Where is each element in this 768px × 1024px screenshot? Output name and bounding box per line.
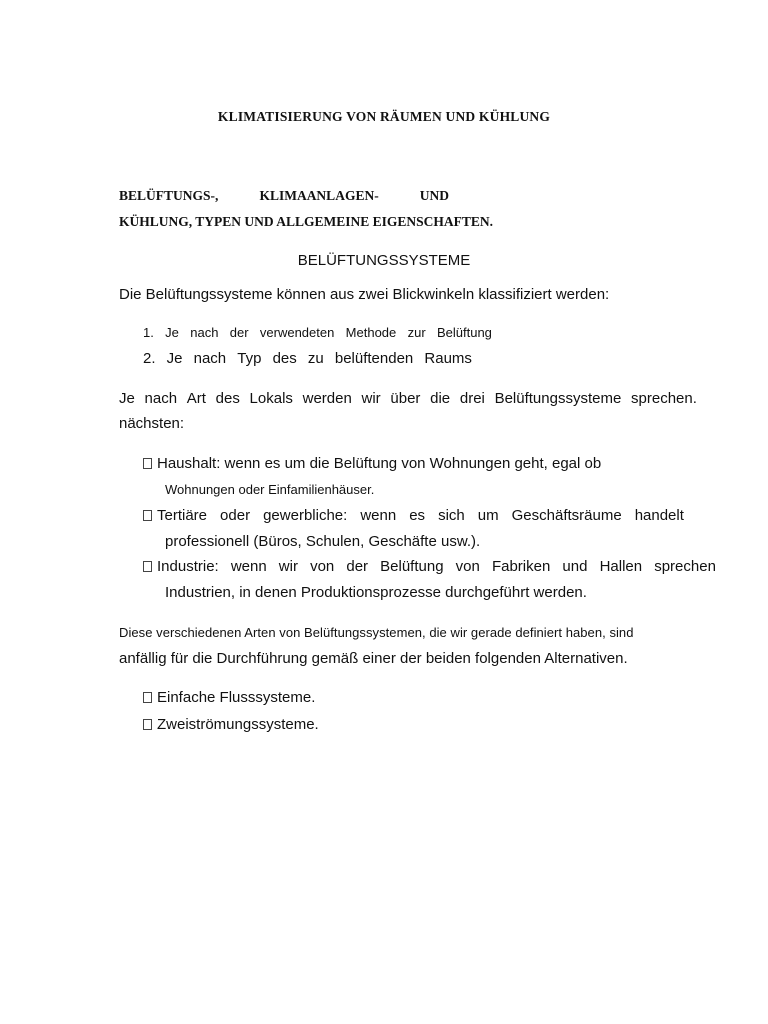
paragraph-3-line2: anfällig für die Durchführung gemäß einer der beiden folgenden Alternativen. — [119, 650, 628, 667]
item-word: Methode — [345, 325, 397, 340]
word: Art — [186, 390, 206, 407]
word: es — [409, 507, 426, 524]
item-word: Je — [165, 325, 179, 340]
word: handelt — [634, 507, 684, 524]
word: und — [562, 558, 588, 575]
numbered-item-1 — [143, 325, 492, 340]
item-word: Belüftung — [436, 325, 492, 340]
bullet-box-icon — [143, 510, 152, 521]
word: Fabriken — [491, 558, 551, 575]
word: um — [477, 507, 499, 524]
word: drei — [459, 390, 485, 407]
item-word: nach — [190, 325, 219, 340]
word: wenn — [230, 558, 267, 575]
heading-word: UND — [419, 188, 449, 203]
item-word: der — [229, 325, 249, 340]
bullet-item-2-line1 — [143, 507, 684, 524]
bullet-item-1-line1 — [143, 455, 601, 472]
word: Belüftungssysteme — [494, 390, 622, 407]
word: Geschäftsräume — [511, 507, 622, 524]
word: von — [310, 558, 335, 575]
word: sprechen — [654, 558, 716, 575]
item-word: des — [272, 350, 297, 367]
heading-word: KLIMAANLAGEN- — [259, 188, 379, 203]
bullet-item-1-line2: Wohnungen oder Einfamilienhäuser. — [165, 482, 375, 497]
paragraph-2-line1 — [119, 390, 697, 407]
word: sprechen. — [631, 390, 697, 407]
paragraph-3-line1: Diese verschiedenen Arten von Belüftungssystemen, die wir gerade definiert haben, sind — [119, 625, 634, 640]
item-word: nach — [193, 350, 227, 367]
bullet-box-icon — [143, 458, 152, 469]
word: Hallen — [599, 558, 643, 575]
section-heading-line1 — [119, 188, 449, 204]
word: werden — [302, 390, 352, 407]
word: der — [346, 558, 369, 575]
word: nach — [144, 390, 178, 407]
bullet-item-3-line2: Industrien, in denen Produktionsprozesse durchgeführt werden. — [165, 584, 587, 601]
bullet-text: Haushalt: wenn es um die Belüftung von Wohnungen geht, egal ob — [157, 455, 602, 472]
item-word: belüftenden — [334, 350, 414, 367]
word: wenn — [360, 507, 397, 524]
word: Tertiäre — [157, 507, 208, 524]
word: oder — [220, 507, 251, 524]
word: gewerbliche: — [263, 507, 348, 524]
word: wir — [278, 558, 298, 575]
word: des — [215, 390, 240, 407]
word: Lokals — [249, 390, 293, 407]
bullet-box-icon — [143, 561, 152, 572]
bullet-first-word — [143, 507, 207, 524]
alternative-item-1 — [143, 689, 315, 706]
item-number: 2. — [143, 350, 156, 367]
word: Industrie: — [157, 558, 219, 575]
intro-paragraph: Die Belüftungssysteme können aus zwei Blickwinkeln klassifiziert werden: — [119, 286, 610, 303]
item-word: verwendeten — [259, 325, 335, 340]
word: die — [430, 390, 451, 407]
item-number: 1. — [143, 325, 154, 340]
word: sich — [438, 507, 465, 524]
word: Belüftung — [380, 558, 444, 575]
word: Je — [119, 390, 135, 407]
word: über — [390, 390, 421, 407]
alternative-text: Zweiströmungssysteme. — [157, 716, 319, 733]
alternative-item-2 — [143, 716, 319, 733]
numbered-item-2 — [143, 350, 472, 367]
bullet-box-icon — [143, 692, 152, 703]
document-title: KLIMATISIERUNG VON RÄUMEN UND KÜHLUNG — [217, 109, 551, 124]
alternative-text: Einfache Flusssysteme. — [157, 689, 316, 706]
section-heading-line2: KÜHLUNG, TYPEN UND ALLGEMEINE EIGENSCHAFTEN. — [119, 214, 494, 229]
subheading: BELÜFTUNGSSYSTEME — [297, 252, 471, 269]
item-word: Je — [166, 350, 183, 367]
word: von — [455, 558, 480, 575]
item-word: Typ — [237, 350, 262, 367]
bullet-first-word — [143, 558, 219, 575]
word: wir — [361, 390, 381, 407]
item-word: Raums — [424, 350, 472, 367]
bullet-item-2-line2: professionell (Büros, Schulen, Geschäfte usw.). — [165, 533, 481, 550]
item-word: zur — [407, 325, 426, 340]
item-word: zu — [307, 350, 324, 367]
paragraph-2-line2: nächsten: — [119, 415, 185, 432]
bullet-box-icon — [143, 719, 152, 730]
heading-word: BELÜFTUNGS-, — [119, 188, 219, 203]
bullet-item-3-line1 — [143, 558, 716, 575]
